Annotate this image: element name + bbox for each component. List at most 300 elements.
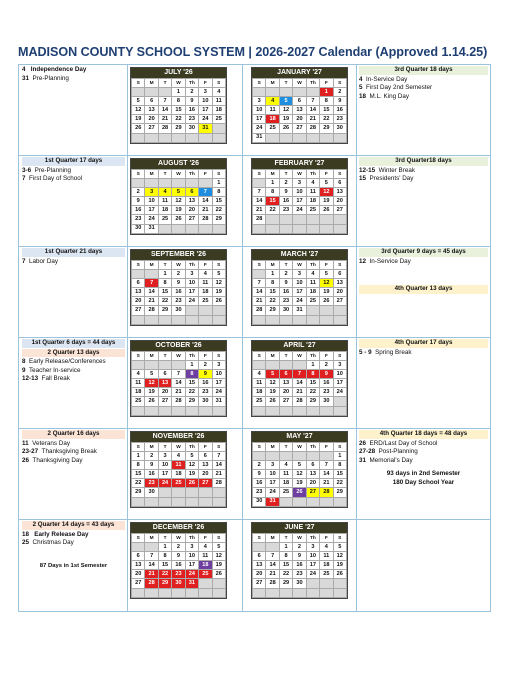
empty-day-cell	[293, 588, 306, 597]
day-cell: 15	[266, 288, 279, 297]
day-cell: 18	[306, 197, 319, 206]
day-cell: 23	[172, 570, 185, 579]
day-cell: 1	[212, 179, 225, 188]
day-cell: 14	[172, 379, 185, 388]
day-cell: 28	[320, 488, 333, 497]
day-cell: 22	[212, 206, 225, 215]
day-cell: 1	[320, 88, 333, 97]
empty-day-cell	[333, 579, 346, 588]
day-cell: 9	[145, 461, 158, 470]
empty-day-cell	[132, 497, 145, 506]
day-cell: 16	[279, 197, 292, 206]
quarter-header: 1st Quarter 21 days	[22, 248, 125, 257]
day-cell: 17	[306, 561, 319, 570]
weekday-label: S	[253, 352, 266, 361]
day-cell: 22	[320, 115, 333, 124]
weekday-label: S	[132, 443, 145, 452]
note-text: ERD/Last Day of School	[369, 439, 438, 447]
day-cell: 23	[132, 215, 145, 224]
day-cell: 22	[158, 570, 171, 579]
day-cell: 11	[253, 379, 266, 388]
day-cell: 29	[333, 488, 346, 497]
quarter-header: 1st Quarter 17 days	[22, 157, 125, 166]
day-cell: 30	[172, 579, 185, 588]
weekday-label: Th	[306, 261, 319, 270]
day-cell: 27	[158, 397, 171, 406]
day-cell: 6	[333, 270, 346, 279]
note-text: Teacher In-service	[29, 366, 81, 374]
month-grid	[252, 351, 347, 416]
day-cell: 16	[132, 206, 145, 215]
day-cell: 14	[145, 288, 158, 297]
day-cell: 16	[320, 379, 333, 388]
empty-day-cell	[132, 543, 145, 552]
day-cell: 11	[306, 188, 319, 197]
day-cell: 25	[320, 570, 333, 579]
day-cell: 4	[266, 97, 279, 106]
day-cell: 10	[185, 552, 198, 561]
weekday-label: F	[320, 79, 333, 88]
day-cell: 4	[320, 543, 333, 552]
weekday-label: M	[266, 352, 279, 361]
day-cell: 15	[172, 106, 185, 115]
day-cell: 25	[266, 124, 279, 133]
empty-day-cell	[253, 88, 266, 97]
day-cell: 28	[212, 479, 225, 488]
empty-day-cell	[158, 88, 171, 97]
month-grid	[131, 442, 226, 507]
day-cell: 5	[212, 270, 225, 279]
day-cell: 28	[253, 306, 266, 315]
day-cell: 27	[333, 297, 346, 306]
day-cell: 15	[185, 379, 198, 388]
day-cell: 1	[158, 270, 171, 279]
day-cell: 11	[158, 197, 171, 206]
day-cell: 14	[158, 106, 171, 115]
day-cell: 27	[253, 579, 266, 588]
day-cell: 18	[172, 470, 185, 479]
day-cell: 10	[212, 370, 225, 379]
day-cell: 1	[172, 88, 185, 97]
weekday-label: M	[266, 534, 279, 543]
empty-day-cell	[320, 452, 333, 461]
note-day: 15	[359, 175, 367, 183]
weekday-label: T	[158, 534, 171, 543]
day-cell: 13	[253, 561, 266, 570]
day-cell: 13	[333, 188, 346, 197]
empty-day-cell	[320, 215, 333, 224]
note-day: 12-15	[359, 166, 376, 174]
empty-day-cell	[293, 361, 306, 370]
day-cell: 31	[212, 397, 225, 406]
day-cell: 1	[266, 270, 279, 279]
empty-day-cell	[253, 179, 266, 188]
day-cell: 8	[158, 552, 171, 561]
day-cell: 14	[253, 197, 266, 206]
month-grid	[131, 351, 226, 416]
day-cell: 8	[185, 370, 198, 379]
day-cell: 19	[293, 479, 306, 488]
day-cell: 23	[293, 570, 306, 579]
weekday-label: M	[266, 443, 279, 452]
weekday-label: S	[132, 352, 145, 361]
note-day: 8	[22, 358, 26, 366]
day-cell: 22	[185, 388, 198, 397]
day-cell: 24	[253, 124, 266, 133]
day-cell: 24	[199, 115, 212, 124]
day-cell: 22	[132, 479, 145, 488]
day-cell: 25	[172, 479, 185, 488]
empty-day-cell	[306, 497, 319, 506]
empty-day-cell	[132, 406, 145, 415]
day-cell: 25	[199, 570, 212, 579]
day-cell: 23	[320, 388, 333, 397]
day-cell: 16	[199, 379, 212, 388]
day-cell: 24	[212, 388, 225, 397]
day-cell: 22	[266, 297, 279, 306]
day-cell: 22	[333, 479, 346, 488]
empty-day-cell	[279, 133, 292, 142]
weekday-label: W	[293, 443, 306, 452]
empty-day-cell	[212, 497, 225, 506]
day-cell: 26	[333, 570, 346, 579]
empty-day-cell	[266, 133, 279, 142]
day-cell: 19	[333, 561, 346, 570]
empty-day-cell	[199, 133, 212, 142]
empty-day-cell	[293, 315, 306, 324]
day-cell: 16	[172, 288, 185, 297]
empty-day-cell	[185, 315, 198, 324]
weekday-label: Th	[306, 170, 319, 179]
day-cell: 23	[172, 297, 185, 306]
day-cell: 26	[320, 206, 333, 215]
day-cell: 1	[333, 452, 346, 461]
empty-day-cell	[253, 270, 266, 279]
note-text: Spring Break	[375, 348, 412, 356]
empty-day-cell	[132, 270, 145, 279]
day-cell: 22	[158, 297, 171, 306]
notes-april	[359, 339, 488, 357]
day-cell: 3	[293, 270, 306, 279]
day-cell: 31	[253, 133, 266, 142]
day-cell: 17	[293, 197, 306, 206]
month-august	[130, 158, 227, 235]
day-cell: 9	[279, 188, 292, 197]
day-cell: 10	[306, 552, 319, 561]
day-cell: 11	[172, 461, 185, 470]
day-cell: 22	[279, 570, 292, 579]
day-cell: 12	[212, 552, 225, 561]
day-cell: 22	[266, 206, 279, 215]
day-cell: 12	[333, 552, 346, 561]
day-cell: 8	[212, 188, 225, 197]
day-cell: 31	[293, 306, 306, 315]
day-cell: 19	[279, 115, 292, 124]
day-cell: 6	[199, 452, 212, 461]
day-cell: 24	[158, 479, 171, 488]
note-text: Pre-Planning	[34, 166, 72, 174]
note-day: 18	[359, 92, 367, 100]
month-title: SEPTEMBER '26	[131, 250, 226, 260]
weekday-label: T	[158, 261, 171, 270]
empty-day-cell	[266, 315, 279, 324]
day-cell: 21	[306, 115, 319, 124]
day-cell: 28	[293, 397, 306, 406]
day-cell: 8	[158, 279, 171, 288]
day-cell: 6	[132, 279, 145, 288]
day-cell: 2	[320, 361, 333, 370]
day-cell: 15	[158, 288, 171, 297]
day-cell: 28	[145, 579, 158, 588]
weekday-label: Th	[306, 352, 319, 361]
day-cell: 24	[293, 297, 306, 306]
weekday-label: Th	[306, 534, 319, 543]
weekday-label: S	[132, 534, 145, 543]
day-cell: 18	[320, 561, 333, 570]
note-text: In-Service Day	[369, 257, 411, 265]
day-cell: 7	[253, 279, 266, 288]
weekday-label: M	[145, 261, 158, 270]
day-cell: 16	[185, 106, 198, 115]
empty-day-cell	[212, 588, 225, 597]
month-title: MARCH '27	[252, 250, 347, 260]
day-cell: 12	[132, 106, 145, 115]
empty-day-cell	[158, 497, 171, 506]
empty-day-cell	[293, 133, 306, 142]
day-cell: 14	[293, 379, 306, 388]
day-cell: 22	[306, 388, 319, 397]
day-cell: 20	[293, 115, 306, 124]
month-grid	[252, 78, 347, 143]
note-day: 9	[22, 366, 26, 374]
empty-day-cell	[212, 306, 225, 315]
weekday-label: S	[212, 170, 225, 179]
day-cell: 21	[145, 297, 158, 306]
day-cell: 2	[279, 270, 292, 279]
day-cell: 30	[199, 397, 212, 406]
day-cell: 17	[333, 379, 346, 388]
notes-may	[359, 430, 488, 488]
day-cell: 27	[145, 124, 158, 133]
day-cell: 15	[306, 379, 319, 388]
day-cell: 28	[158, 124, 171, 133]
day-cell: 8	[266, 188, 279, 197]
empty-day-cell	[253, 315, 266, 324]
day-cell: 30	[293, 579, 306, 588]
day-cell: 7	[158, 97, 171, 106]
empty-day-cell	[185, 488, 198, 497]
day-cell: 12	[293, 470, 306, 479]
weekday-label: M	[145, 443, 158, 452]
day-cell: 12	[145, 379, 158, 388]
weekday-label: S	[132, 170, 145, 179]
day-cell: 8	[333, 461, 346, 470]
empty-day-cell	[199, 179, 212, 188]
empty-day-cell	[279, 497, 292, 506]
day-cell: 20	[158, 388, 171, 397]
day-cell: 8	[306, 370, 319, 379]
weekday-label: T	[158, 79, 171, 88]
empty-day-cell	[132, 361, 145, 370]
empty-day-cell	[185, 588, 198, 597]
day-cell: 13	[145, 106, 158, 115]
day-cell: 18	[132, 388, 145, 397]
day-cell: 27	[306, 488, 319, 497]
empty-day-cell	[279, 361, 292, 370]
note-text: Winter Break	[378, 166, 416, 174]
day-cell: 20	[306, 479, 319, 488]
weekday-label: Th	[306, 443, 319, 452]
empty-day-cell	[320, 579, 333, 588]
day-cell: 25	[199, 297, 212, 306]
note-text: Labor Day	[29, 257, 59, 265]
day-cell: 3	[212, 361, 225, 370]
weekday-label: F	[320, 170, 333, 179]
empty-day-cell	[199, 497, 212, 506]
empty-day-cell	[333, 215, 346, 224]
month-grid	[131, 533, 226, 598]
day-cell: 16	[253, 479, 266, 488]
day-cell: 12	[320, 188, 333, 197]
day-cell: 9	[172, 552, 185, 561]
day-cell: 5	[320, 179, 333, 188]
day-cell: 17	[212, 379, 225, 388]
notes-july	[22, 66, 125, 83]
day-cell: 10	[293, 279, 306, 288]
empty-day-cell	[172, 361, 185, 370]
day-cell: 30	[279, 306, 292, 315]
day-cell: 15	[158, 561, 171, 570]
day-cell: 6	[158, 370, 171, 379]
empty-day-cell	[145, 270, 158, 279]
day-cell: 23	[185, 115, 198, 124]
weekday-label: S	[132, 261, 145, 270]
empty-day-cell	[212, 406, 225, 415]
day-cell: 11	[320, 552, 333, 561]
day-cell: 20	[185, 206, 198, 215]
day-cell: 27	[132, 579, 145, 588]
day-cell: 13	[279, 379, 292, 388]
day-cell: 3	[293, 179, 306, 188]
day-cell: 29	[158, 306, 171, 315]
day-cell: 21	[293, 388, 306, 397]
empty-day-cell	[212, 124, 225, 133]
weekday-label: S	[212, 261, 225, 270]
day-cell: 1	[132, 452, 145, 461]
day-cell: 25	[306, 206, 319, 215]
month-grid	[252, 169, 347, 234]
note-text: Veterans Day	[32, 439, 70, 447]
day-cell: 19	[266, 388, 279, 397]
empty-day-cell	[306, 452, 319, 461]
day-cell: 14	[145, 561, 158, 570]
note-text: Presidents' Day	[369, 175, 414, 183]
quarter-header: 4th Quarter 18 days = 48 days	[359, 430, 488, 439]
day-cell: 24	[145, 215, 158, 224]
empty-day-cell	[253, 588, 266, 597]
day-cell: 2	[279, 179, 292, 188]
empty-day-cell	[306, 315, 319, 324]
empty-day-cell	[132, 315, 145, 324]
day-cell: 20	[279, 388, 292, 397]
weekday-label: S	[212, 352, 225, 361]
note-day: 5 - 9	[359, 348, 372, 356]
note-text: Independence Day	[30, 66, 87, 73]
day-cell: 18	[158, 206, 171, 215]
day-cell: 25	[253, 397, 266, 406]
empty-day-cell	[253, 406, 266, 415]
empty-day-cell	[293, 497, 306, 506]
day-cell: 12	[320, 279, 333, 288]
day-cell: 28	[306, 124, 319, 133]
weekday-label: M	[266, 79, 279, 88]
day-cell: 12	[279, 106, 292, 115]
day-cell: 12	[185, 461, 198, 470]
note-text: First Day of School	[29, 175, 83, 183]
day-cell: 3	[158, 452, 171, 461]
empty-day-cell	[185, 306, 198, 315]
day-cell: 26	[293, 488, 306, 497]
day-cell: 27	[333, 206, 346, 215]
empty-day-cell	[145, 588, 158, 597]
day-cell: 5	[212, 543, 225, 552]
day-cell: 19	[212, 561, 225, 570]
note-day: 3-6	[22, 166, 32, 174]
day-cell: 5	[293, 461, 306, 470]
day-cell: 14	[212, 461, 225, 470]
note-day: 26	[22, 456, 30, 464]
month-title: MAY '27	[252, 432, 347, 442]
weekday-label: Th	[185, 352, 198, 361]
weekday-label: S	[132, 79, 145, 88]
day-cell: 3	[185, 270, 198, 279]
month-title: APRIL '27	[252, 341, 347, 351]
note-text: M.L. King Day	[369, 92, 410, 100]
month-november	[130, 431, 227, 508]
day-cell: 21	[266, 570, 279, 579]
day-cell: 4	[253, 370, 266, 379]
quarter-header: 3rd Quarter 9 days = 45 days	[359, 248, 488, 257]
quarter-header: 3rd Quarter 18 days	[359, 66, 488, 75]
month-title: OCTOBER '26	[131, 341, 226, 351]
day-cell: 13	[333, 279, 346, 288]
empty-day-cell	[158, 588, 171, 597]
day-cell: 30	[253, 497, 266, 506]
day-cell: 11	[279, 470, 292, 479]
day-cell: 26	[279, 124, 292, 133]
day-cell: 3	[253, 97, 266, 106]
weekday-label: Th	[306, 79, 319, 88]
note-text: Thanksgiving Break	[41, 448, 97, 456]
empty-day-cell	[185, 224, 198, 233]
day-cell: 7	[199, 188, 212, 197]
day-cell: 19	[132, 115, 145, 124]
day-cell: 13	[199, 461, 212, 470]
quarter-header: 3rd Quarter18 days	[359, 157, 488, 166]
semester-note: 93 days in 2nd Semester	[386, 470, 461, 478]
day-cell: 29	[132, 488, 145, 497]
empty-day-cell	[145, 179, 158, 188]
empty-day-cell	[158, 224, 171, 233]
month-title: DECEMBER '26	[131, 523, 226, 533]
day-cell: 6	[253, 552, 266, 561]
notes-november	[22, 430, 125, 465]
day-cell: 2	[132, 188, 145, 197]
empty-day-cell	[199, 306, 212, 315]
empty-day-cell	[306, 306, 319, 315]
calendar-grid	[18, 64, 491, 612]
empty-day-cell	[320, 133, 333, 142]
